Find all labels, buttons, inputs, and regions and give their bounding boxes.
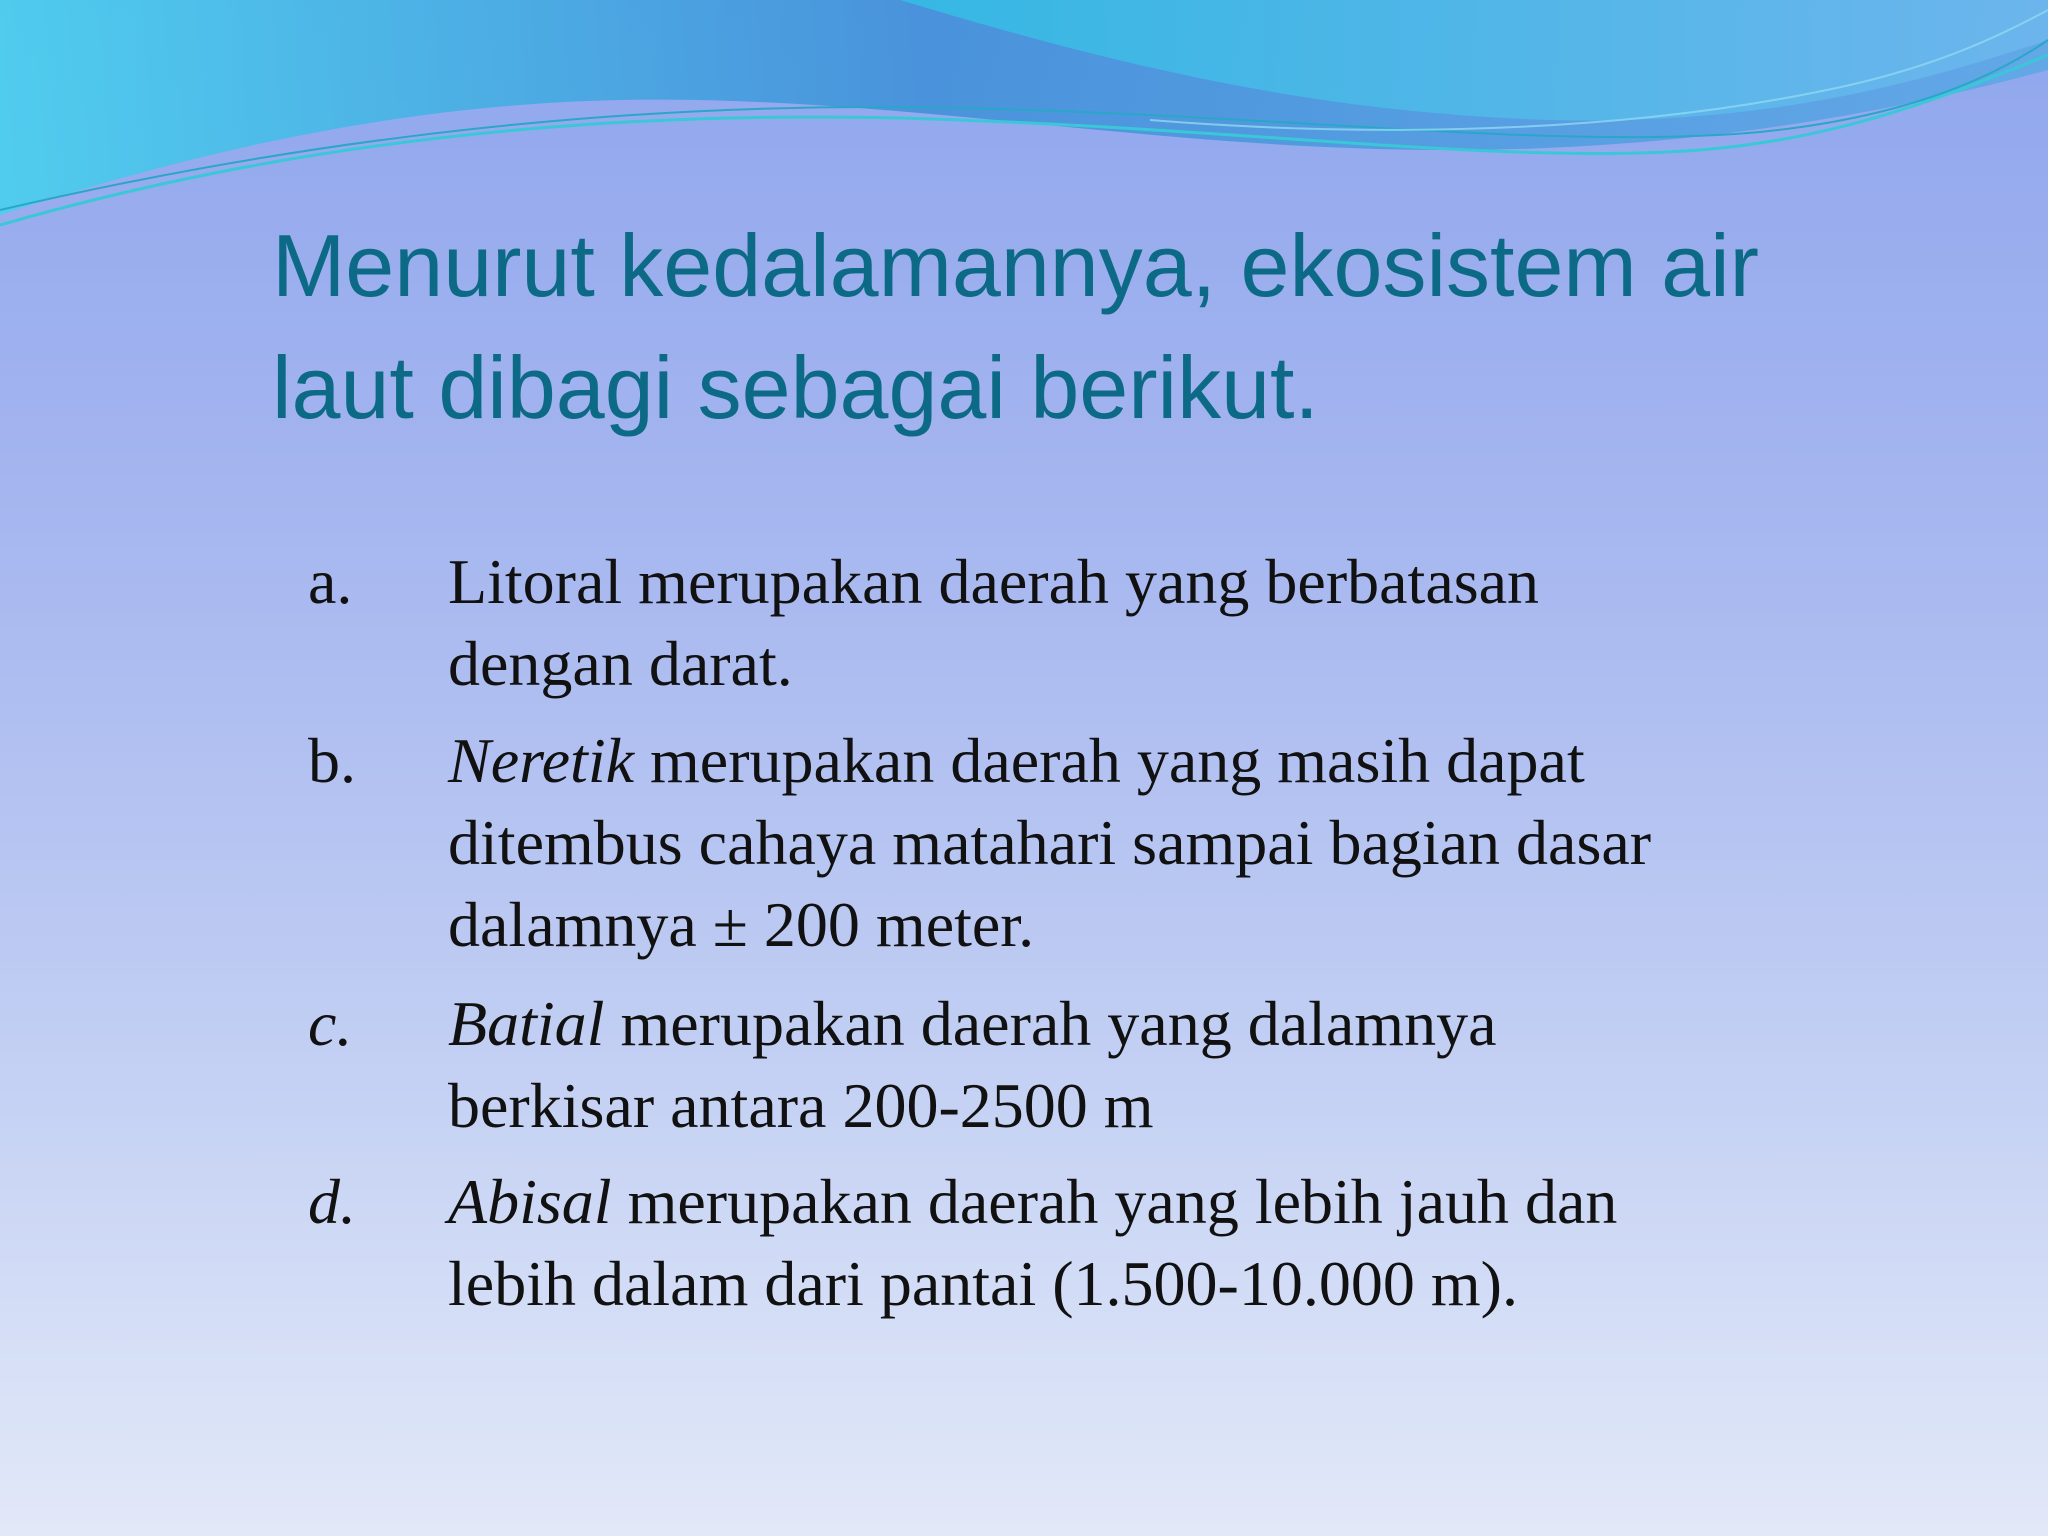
list-marker: c. bbox=[308, 988, 353, 1059]
list-item-text: merupakan daerah yang lebih jauh dan bbox=[611, 1166, 1618, 1237]
list-marker: a. bbox=[308, 546, 353, 617]
term-abisal: Abisal bbox=[448, 1166, 612, 1237]
list-item-line: dengan darat. bbox=[448, 628, 793, 699]
list-item-line: Litoral merupakan daerah yang berbatasan bbox=[448, 546, 1540, 617]
list-item-text: merupakan daerah yang dalamnya bbox=[604, 988, 1497, 1059]
list-marker: d. bbox=[308, 1166, 356, 1237]
list-item-line: ditembus cahaya matahari sampai bagian dasar bbox=[448, 807, 1652, 878]
list-item-line: lebih dalam dari pantai (1.500-10.000 m). bbox=[448, 1248, 1518, 1319]
slide-title-line-2: laut dibagi sebagai berikut. bbox=[272, 338, 1319, 437]
list-item-line bbox=[448, 983, 1496, 1065]
slide-title-line-1: Menurut kedalamannya, ekosistem air bbox=[272, 216, 1759, 315]
list-item-line bbox=[448, 720, 1585, 802]
list-item-text: merupakan daerah yang masih dapat bbox=[634, 725, 1585, 796]
list-item-line: dalamnya ± 200 meter. bbox=[448, 889, 1035, 960]
list-item-line: berkisar antara 200-2500 m bbox=[448, 1070, 1154, 1141]
term-neretik: Neretik bbox=[448, 725, 634, 796]
list-item-line bbox=[448, 1161, 1617, 1243]
term-batial: Batial bbox=[448, 988, 605, 1059]
list-marker: b. bbox=[308, 725, 356, 796]
